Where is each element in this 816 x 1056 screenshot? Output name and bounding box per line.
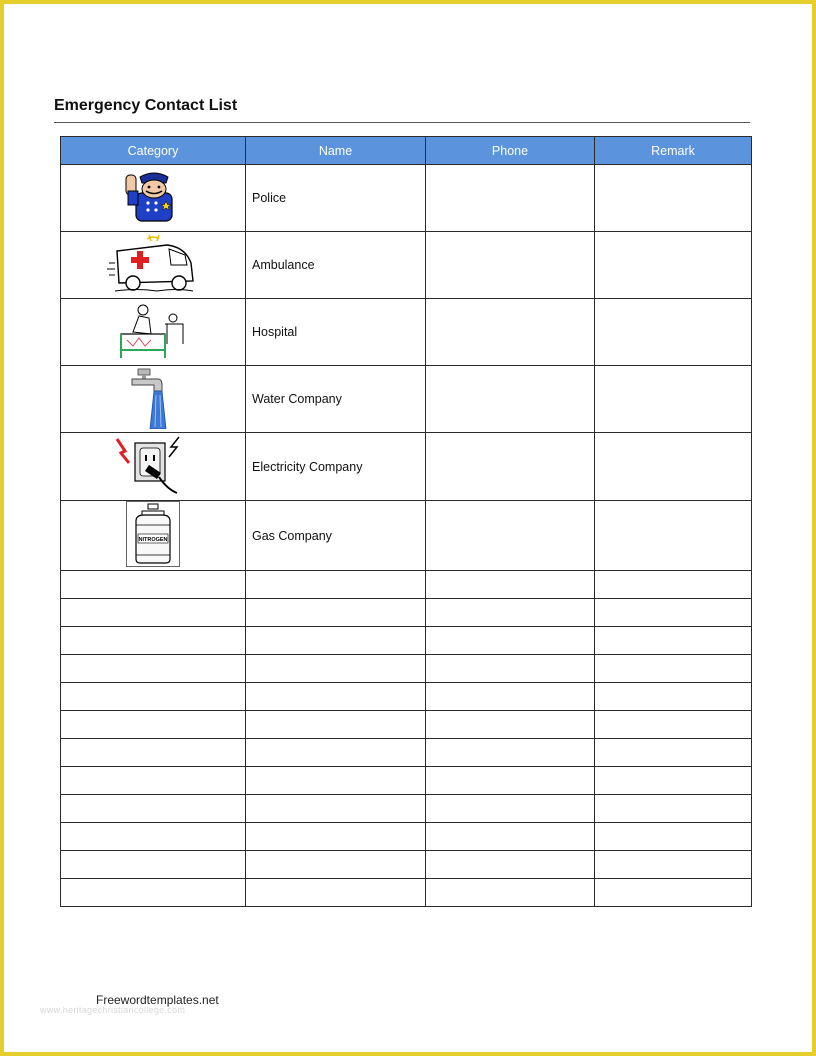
blank-table-row (61, 711, 752, 739)
category-cell[interactable] (61, 571, 246, 599)
table-row (61, 165, 752, 232)
remark-cell[interactable] (595, 795, 752, 823)
name-cell[interactable] (246, 655, 426, 683)
name-cell[interactable] (246, 683, 426, 711)
phone-cell[interactable] (426, 683, 595, 711)
name-cell[interactable] (246, 711, 426, 739)
category-cell (61, 232, 246, 299)
blank-table-row (61, 739, 752, 767)
electric-outlet-icon (113, 433, 193, 500)
phone-cell[interactable] (426, 571, 595, 599)
table-row (61, 299, 752, 366)
category-cell[interactable] (61, 655, 246, 683)
table-row (61, 433, 752, 501)
name-cell[interactable] (246, 571, 426, 599)
water-faucet-icon (128, 367, 178, 432)
category-cell[interactable] (61, 823, 246, 851)
column-header-phone: Phone (426, 137, 595, 165)
category-cell[interactable] (61, 683, 246, 711)
category-cell (61, 165, 246, 232)
phone-cell[interactable] (426, 501, 595, 571)
blank-table-row (61, 767, 752, 795)
name-cell[interactable] (246, 823, 426, 851)
name-cell: Water Company (246, 366, 426, 433)
name-cell[interactable] (246, 879, 426, 907)
column-header-name: Name (246, 137, 426, 165)
table-header-row (61, 137, 752, 165)
blank-table-row (61, 851, 752, 879)
gas-cylinder-label: NITROGEN (138, 537, 168, 543)
name-cell[interactable] (246, 599, 426, 627)
phone-cell[interactable] (426, 879, 595, 907)
name-cell[interactable] (246, 851, 426, 879)
category-cell[interactable] (61, 599, 246, 627)
blank-table-row (61, 655, 752, 683)
phone-cell[interactable] (426, 711, 595, 739)
table-row (61, 366, 752, 433)
phone-cell[interactable] (426, 165, 595, 232)
remark-cell[interactable] (595, 232, 752, 299)
remark-cell[interactable] (595, 711, 752, 739)
name-cell: Gas Company (246, 501, 426, 571)
category-cell (61, 299, 246, 366)
blank-table-row (61, 823, 752, 851)
page-title: Emergency Contact List (54, 97, 238, 114)
category-cell (61, 433, 246, 501)
category-cell (61, 366, 246, 433)
name-cell[interactable] (246, 627, 426, 655)
name-cell: Ambulance (246, 232, 426, 299)
ambulance-icon (107, 233, 199, 298)
blank-table-row (61, 795, 752, 823)
phone-cell[interactable] (426, 851, 595, 879)
phone-cell[interactable] (426, 366, 595, 433)
category-cell[interactable] (61, 795, 246, 823)
remark-cell[interactable] (595, 501, 752, 571)
remark-cell[interactable] (595, 299, 752, 366)
phone-cell[interactable] (426, 299, 595, 366)
phone-cell[interactable] (426, 599, 595, 627)
remark-cell[interactable] (595, 366, 752, 433)
blank-rows (61, 571, 752, 907)
blank-table-row (61, 683, 752, 711)
name-cell[interactable] (246, 767, 426, 795)
blank-table-row (61, 571, 752, 599)
phone-cell[interactable] (426, 795, 595, 823)
name-cell: Electricity Company (246, 433, 426, 501)
column-header-category: Category (61, 137, 246, 165)
remark-cell[interactable] (595, 599, 752, 627)
table-row (61, 501, 752, 571)
footer-watermark: www.heritagechristiancollege.com (40, 1005, 186, 1015)
category-cell[interactable] (61, 627, 246, 655)
gas-cylinder-icon (126, 501, 180, 570)
remark-cell[interactable] (595, 433, 752, 501)
remark-cell[interactable] (595, 823, 752, 851)
remark-cell[interactable] (595, 627, 752, 655)
category-cell[interactable] (61, 851, 246, 879)
category-cell[interactable] (61, 767, 246, 795)
phone-cell[interactable] (426, 739, 595, 767)
remark-cell[interactable] (595, 739, 752, 767)
remark-cell[interactable] (595, 767, 752, 795)
category-cell (61, 501, 246, 571)
column-header-remark: Remark (595, 137, 752, 165)
remark-cell[interactable] (595, 683, 752, 711)
remark-cell[interactable] (595, 165, 752, 232)
phone-cell[interactable] (426, 823, 595, 851)
blank-table-row (61, 599, 752, 627)
phone-cell[interactable] (426, 767, 595, 795)
blank-table-row (61, 627, 752, 655)
title-rule (54, 122, 750, 123)
remark-cell[interactable] (595, 571, 752, 599)
category-cell[interactable] (61, 711, 246, 739)
remark-cell[interactable] (595, 655, 752, 683)
category-cell[interactable] (61, 879, 246, 907)
category-cell[interactable] (61, 739, 246, 767)
name-cell[interactable] (246, 739, 426, 767)
phone-cell[interactable] (426, 627, 595, 655)
table-row (61, 232, 752, 299)
footer-credit: Freewordtemplates.net (96, 993, 219, 1007)
name-cell: Hospital (246, 299, 426, 366)
phone-cell[interactable] (426, 433, 595, 501)
phone-cell[interactable] (426, 655, 595, 683)
phone-cell[interactable] (426, 232, 595, 299)
name-cell: Police (246, 165, 426, 232)
police-officer-icon (118, 169, 188, 228)
remark-cell[interactable] (595, 879, 752, 907)
remark-cell[interactable] (595, 851, 752, 879)
name-cell[interactable] (246, 795, 426, 823)
hospital-bed-icon (117, 300, 189, 365)
contact-table (60, 136, 752, 907)
blank-table-row (61, 879, 752, 907)
